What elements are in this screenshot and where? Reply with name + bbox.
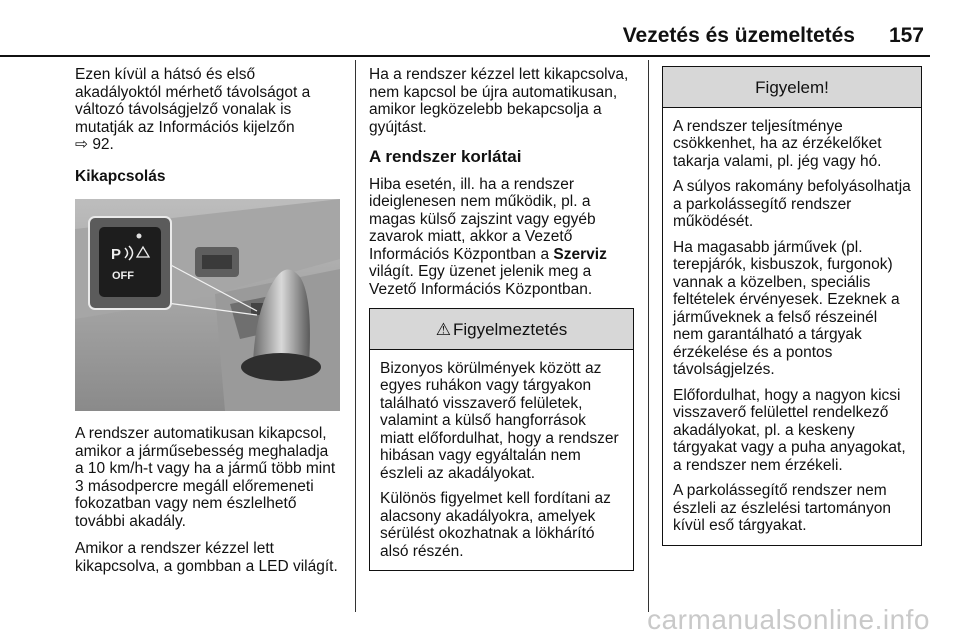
section-heading-switch-off: Kikapcsolás	[75, 167, 166, 185]
intro-paragraph	[75, 66, 341, 154]
fault-paragraph: Hiba esetén, ill. ha a rendszer ideiglenesen nem működik, pl. a magas külső zajszint vagy egyéb zavarok miatt, akkor a Vezető Információs Központban a Szerviz világít. Egy üzenet jelenik meg a Vezető Információs Központban.	[369, 175, 607, 298]
button-off-label: OFF	[112, 270, 134, 282]
notice-paragraph-2: A súlyos rakomány befolyásolhatja a parkolássegítő rendszer működését.	[673, 178, 911, 230]
warning-paragraph-2: Különös figyelmet kell fordítani az alacsony akadályokra, amelyek sérülést okozhatnak a lökhárító alsó részén.	[380, 490, 611, 560]
column-1	[75, 66, 341, 585]
section-heading-limits: A rendszer korlátai	[369, 147, 522, 166]
manual-off-paragraph: Ha a rendszer kézzel lett kikapcsolva, nem kapcsol be újra automatikusan, amikor legközelebb bekapcsolja a gyújtást.	[369, 66, 629, 136]
warning-box	[369, 308, 634, 571]
column-3	[662, 66, 922, 546]
header-rule	[0, 55, 930, 57]
notice-box	[662, 66, 922, 546]
warning-title: Figyelmeztetés	[452, 320, 568, 339]
warning-box-header	[370, 309, 633, 350]
led-paragraph: Amikor a rendszer kézzel lett kikapcsolva, a gombban a LED világít.	[75, 540, 338, 575]
notice-paragraph-3: Ha magasabb járművek (pl. terepjárók, kisbuszok, furgonok) vannak a közelben, speciális feltételek érvényesek. Ezeknek a járműveknek a felső részeinél nem garantálható a tárgyak érzékelése és a pontos távolságjelzés.	[673, 238, 900, 378]
service-term: Szerviz	[553, 245, 607, 263]
page-number: 157	[888, 24, 924, 47]
column-divider	[648, 60, 649, 612]
notice-paragraph-4: Előfordulhat, hogy a nagyon kicsi visszaverő felülettel rendelkező akadályokat, pl. a keskeny tárgyakat vagy a puha anyagokat, a rendszer nem érzékeli.	[673, 386, 906, 474]
column-2	[369, 66, 634, 571]
figure-parking-button	[75, 199, 340, 411]
warning-triangle-icon: ⚠	[435, 320, 451, 339]
notice-paragraph-1: A rendszer teljesítménye csökkenhet, ha az érzékelőket takarja valami, pl. jég vagy hó.	[673, 117, 882, 170]
page-header	[0, 24, 960, 54]
chapter-title: Vezetés és üzemeltetés	[622, 24, 855, 47]
arrow-ref-icon: ⇨	[75, 136, 88, 153]
watermark: carmanualsonline.info	[647, 604, 930, 635]
button-p-symbol: P	[111, 246, 122, 263]
intro-text: Ezen kívül a hátsó és első akadályoktól mérhető távolságot a változó távolságjelző vonalak is mutatják az Információs kijelzőn	[75, 66, 311, 136]
notice-box-header: Figyelem!	[663, 67, 921, 108]
auto-off-paragraph: A rendszer automatikusan kikapcsol, amikor a járműsebesség meghaladja a 10 km/h-t vagy ha a jármű több mint 3 másodpercre megáll előremeneti fokozatban vagy nem észlelhető további akadály.	[75, 425, 336, 530]
cross-reference[interactable]: ⇨ 92.	[75, 136, 114, 153]
notice-paragraph-5: A parkolássegítő rendszer nem észleli az észlelési tartományon kívül eső tárgyakat.	[673, 482, 891, 534]
column-divider	[355, 60, 356, 612]
warning-paragraph-1: Bizonyos körülmények között az egyes ruhákon vagy tárgyakon található visszaverő felületek, valamint a külső hangforrások miatt előfordulhat, hogy a rendszer hibásan vagy egyáltalán nem észleli az akadályokat.	[380, 359, 619, 482]
